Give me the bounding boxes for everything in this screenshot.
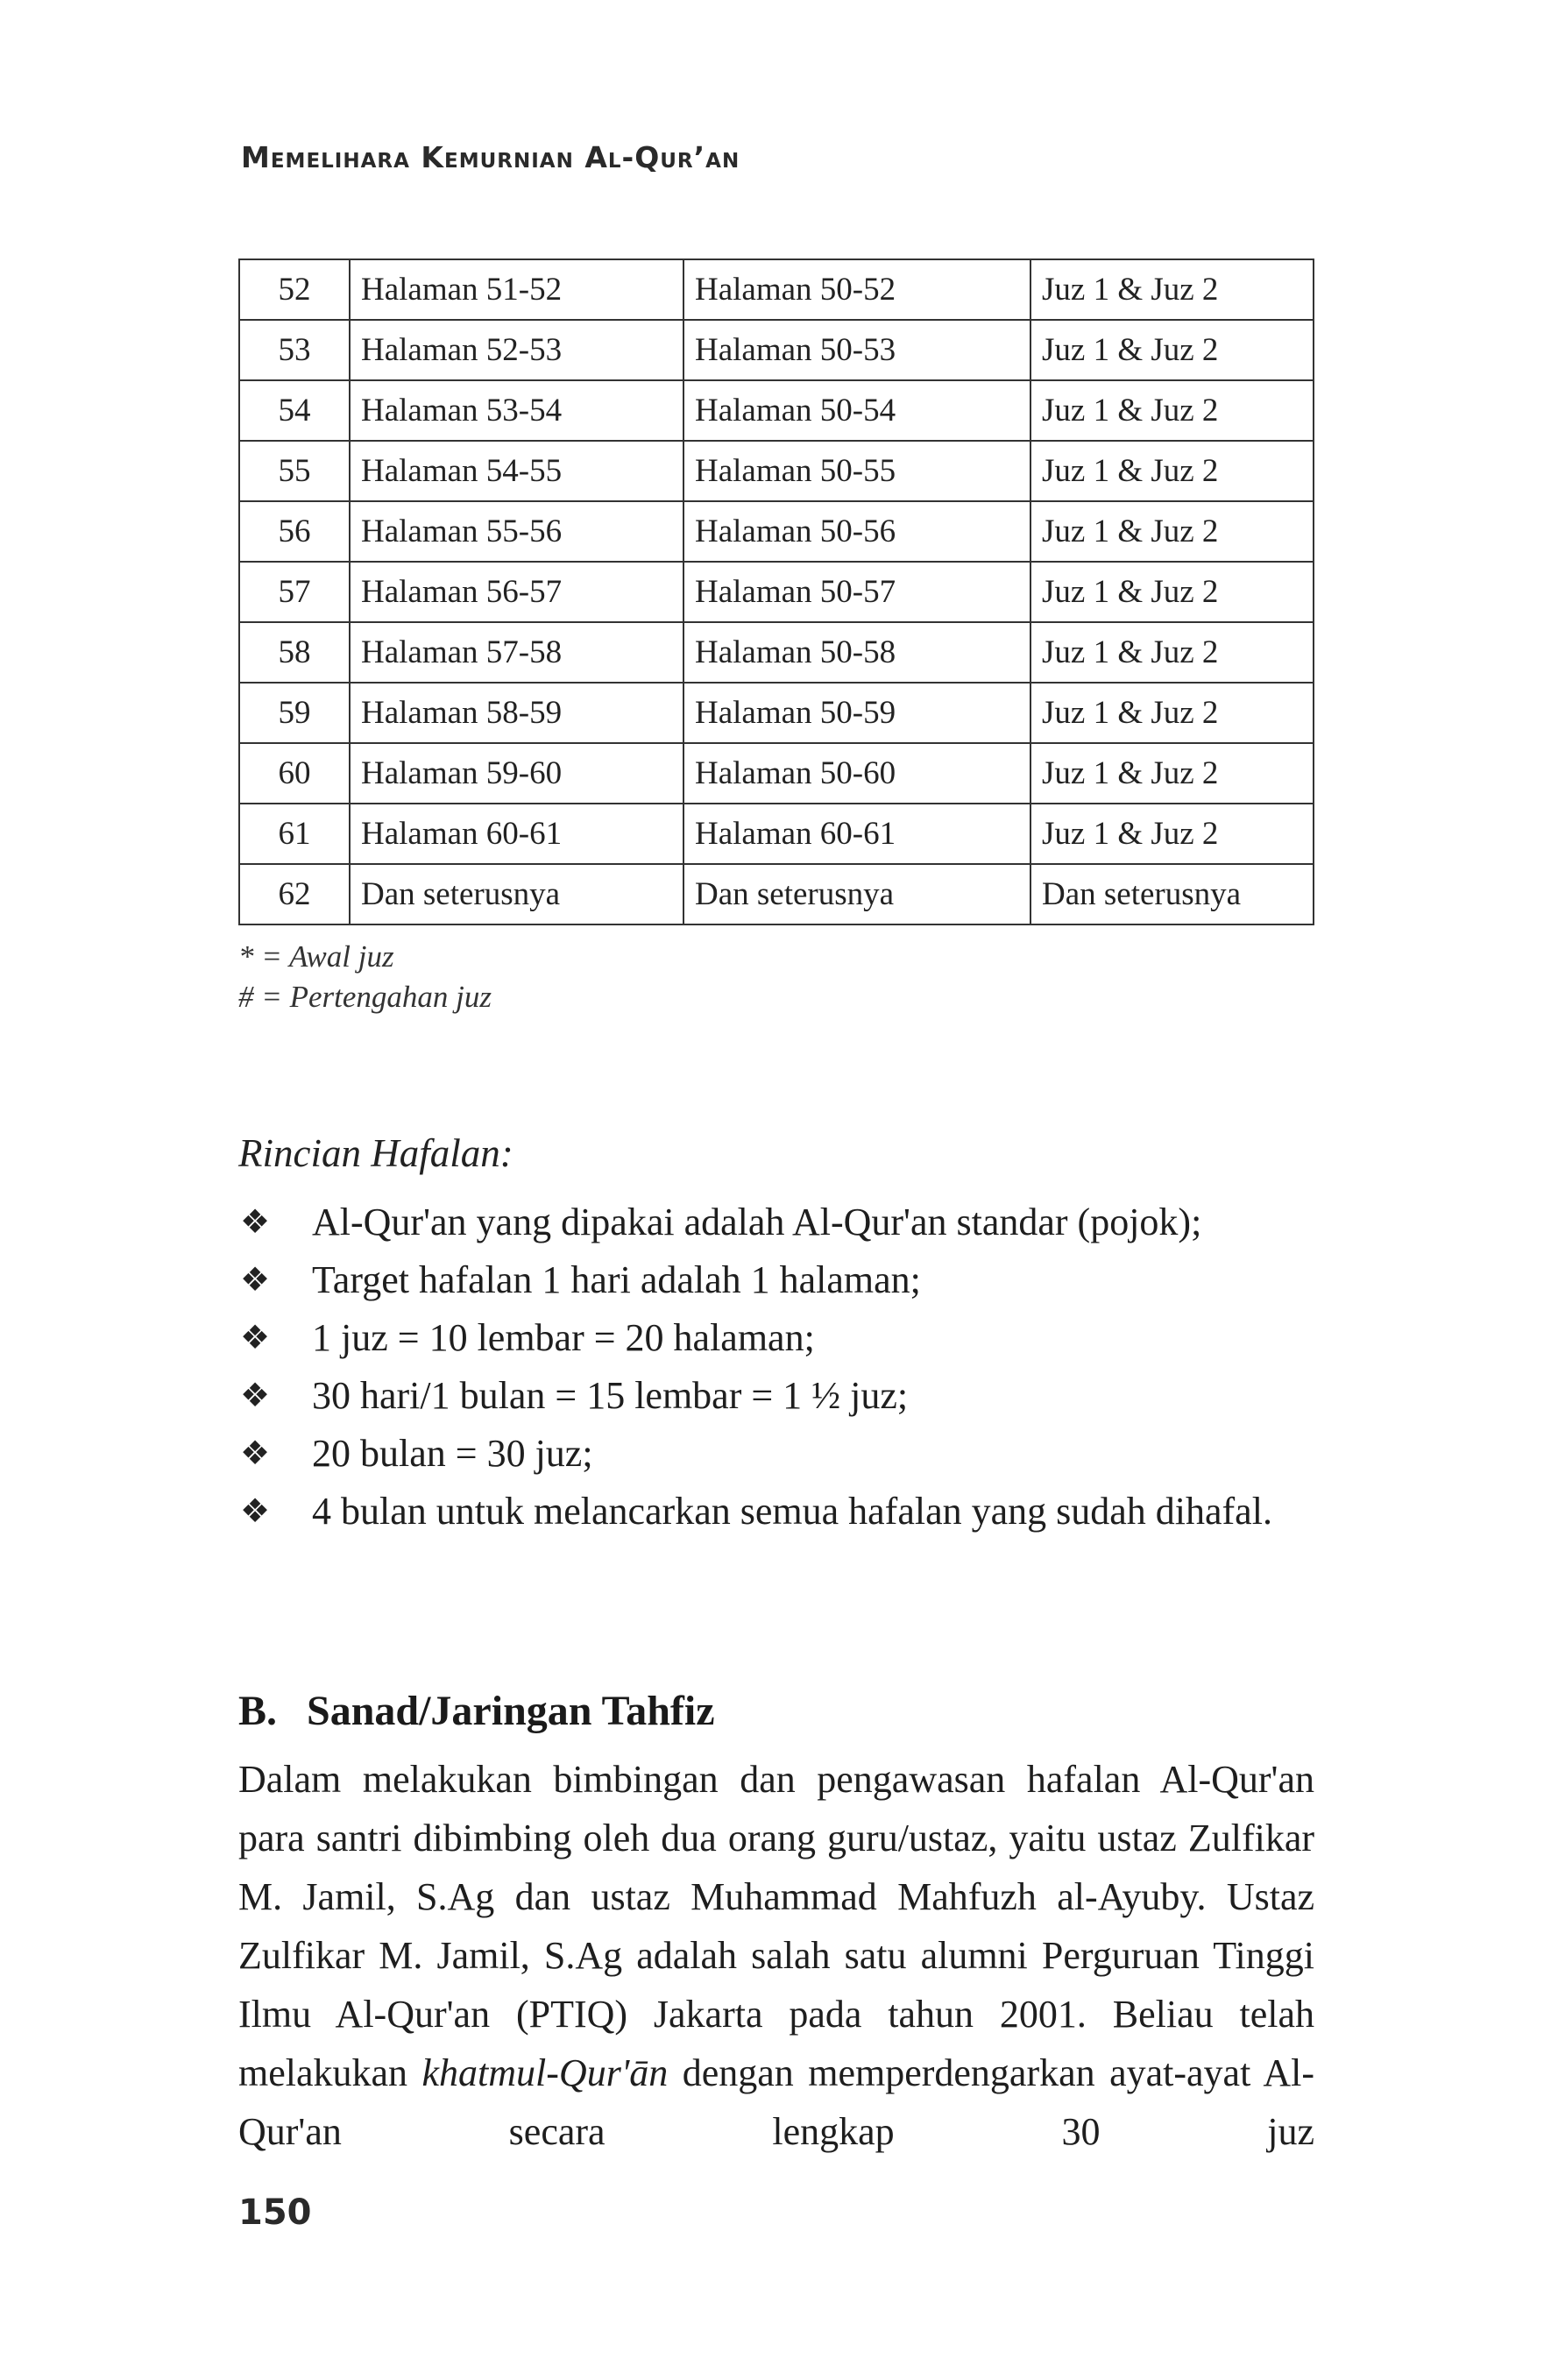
table-cell-range-review: Halaman 50-52: [683, 259, 1030, 320]
list-item: [238, 1483, 1314, 1541]
table-cell-juz-coverage: Juz 1 & Juz 2: [1030, 380, 1314, 441]
list-item-text: 30 hari/1 bulan = 15 lembar = 1 ½ juz;: [312, 1374, 909, 1417]
table-cell-range-review: Halaman 50-54: [683, 380, 1030, 441]
diamond-bullet-icon: ❖: [240, 1378, 271, 1414]
table-cell-range-review: Halaman 50-59: [683, 683, 1030, 743]
table-cell-row-number: 54: [239, 380, 350, 441]
diamond-bullet-icon: ❖: [240, 1262, 271, 1299]
diamond-bullet-icon: ❖: [240, 1204, 271, 1241]
table-cell-juz-coverage: Juz 1 & Juz 2: [1030, 259, 1314, 320]
diamond-bullet-icon: ❖: [240, 1493, 271, 1530]
table-cell-juz-coverage: Juz 1 & Juz 2: [1030, 622, 1314, 683]
table-cell-juz-coverage: Juz 1 & Juz 2: [1030, 501, 1314, 562]
rincian-hafalan-title: Rincian Hafalan:: [238, 1131, 513, 1175]
table-cell-row-number: 61: [239, 804, 350, 864]
table-cell-row-number: 57: [239, 562, 350, 622]
table-cell-row-number: 60: [239, 743, 350, 804]
table-cell-range-review: Halaman 50-53: [683, 320, 1030, 380]
table-cell-row-number: 56: [239, 501, 350, 562]
list-item-text: 4 bulan untuk melancarkan semua hafalan yang sudah dihafal.: [312, 1490, 1272, 1533]
table-cell-range-today: Halaman 60-61: [350, 804, 683, 864]
paragraph-text: Dalam melakukan bimbingan dan pengawasan hafalan Al-Qur'an para santri dibimbing oleh dua orang guru/ustaz, yaitu ustaz Zulfikar M. Jamil, S.Ag dan ustaz Muhammad Mahfuzh al-Ayuby. Ustaz Zulfikar M. Jamil, S.Ag adalah salah satu alumni Perguruan Tinggi Ilmu Al-Qur'an (PTIQ) Jakarta pada tahun 2001. Beliau telah melakukan: [238, 1758, 1314, 2094]
table-row: [239, 501, 1314, 562]
diamond-bullet-icon: ❖: [240, 1320, 271, 1356]
list-item: [238, 1367, 1314, 1425]
table-cell-range-today: Halaman 54-55: [350, 441, 683, 501]
table-row: [239, 320, 1314, 380]
table-row: [239, 804, 1314, 864]
paragraph-text-end: dengan memperdengarkan ayat-ayat Al-Qur'an secara lengkap 30 juz: [238, 2051, 1315, 2153]
list-item-text: 1 juz = 10 lembar = 20 halaman;: [312, 1316, 815, 1359]
section-heading: [238, 1687, 715, 1735]
table-cell-range-today: Halaman 51-52: [350, 259, 683, 320]
table-cell-row-number: 53: [239, 320, 350, 380]
table-cell-range-today: Halaman 53-54: [350, 380, 683, 441]
table-cell-juz-coverage: Juz 1 & Juz 2: [1030, 804, 1314, 864]
section-paragraph: [238, 1750, 1314, 2161]
table-cell-juz-coverage: Juz 1 & Juz 2: [1030, 320, 1314, 380]
section-number: B.: [238, 1688, 278, 1734]
paragraph-italic-term: khatmul-Qur'ān: [421, 2051, 669, 2094]
table-row: [239, 864, 1314, 924]
table-cell-range-today: Halaman 58-59: [350, 683, 683, 743]
table-cell-range-review: Halaman 50-60: [683, 743, 1030, 804]
list-item-text: Al-Qur'an yang dipakai adalah Al-Qur'an standar (pojok);: [312, 1201, 1202, 1243]
legend-awal-juz: * = Awal juz: [238, 939, 394, 974]
table-row: [239, 683, 1314, 743]
list-item: [238, 1309, 1314, 1367]
table-row: [239, 562, 1314, 622]
running-header: Memelihara Kemurnian Al-Qur’an: [241, 140, 740, 174]
table-cell-range-today: Halaman 56-57: [350, 562, 683, 622]
table-cell-juz-coverage: Juz 1 & Juz 2: [1030, 743, 1314, 804]
memorization-schedule-table: [238, 259, 1314, 925]
table-row: [239, 380, 1314, 441]
table-cell-juz-coverage: Juz 1 & Juz 2: [1030, 562, 1314, 622]
section-title: Sanad/Jaringan Tahfiz: [307, 1688, 715, 1734]
list-item: [238, 1194, 1314, 1251]
table-cell-range-today: Halaman 55-56: [350, 501, 683, 562]
table-cell-row-number: 59: [239, 683, 350, 743]
table-cell-range-today: Dan seterusnya: [350, 864, 683, 924]
table-cell-row-number: 58: [239, 622, 350, 683]
page-number: 150: [238, 2192, 312, 2233]
table-row: [239, 441, 1314, 501]
table-cell-range-review: Halaman 50-57: [683, 562, 1030, 622]
list-item: [238, 1251, 1314, 1309]
legend-pertengahan-juz: # = Pertengahan juz: [238, 980, 492, 1014]
table-cell-juz-coverage: Juz 1 & Juz 2: [1030, 441, 1314, 501]
table-cell-range-review: Dan seterusnya: [683, 864, 1030, 924]
rincian-hafalan-list: [238, 1194, 1314, 1541]
table-cell-range-review: Halaman 50-55: [683, 441, 1030, 501]
table-row: [239, 622, 1314, 683]
table-cell-range-today: Halaman 59-60: [350, 743, 683, 804]
list-item: [238, 1425, 1314, 1483]
table-row: [239, 259, 1314, 320]
table-cell-range-today: Halaman 52-53: [350, 320, 683, 380]
table-cell-juz-coverage: Juz 1 & Juz 2: [1030, 683, 1314, 743]
table-cell-range-review: Halaman 60-61: [683, 804, 1030, 864]
table-cell-juz-coverage: Dan seterusnya: [1030, 864, 1314, 924]
list-item-text: Target hafalan 1 hari adalah 1 halaman;: [312, 1258, 921, 1301]
table-cell-row-number: 52: [239, 259, 350, 320]
table-cell-range-review: Halaman 50-58: [683, 622, 1030, 683]
table-cell-range-today: Halaman 57-58: [350, 622, 683, 683]
list-item-text: 20 bulan = 30 juz;: [312, 1432, 593, 1475]
diamond-bullet-icon: ❖: [240, 1435, 271, 1472]
table-cell-row-number: 62: [239, 864, 350, 924]
table-cell-range-review: Halaman 50-56: [683, 501, 1030, 562]
table-cell-row-number: 55: [239, 441, 350, 501]
table-row: [239, 743, 1314, 804]
